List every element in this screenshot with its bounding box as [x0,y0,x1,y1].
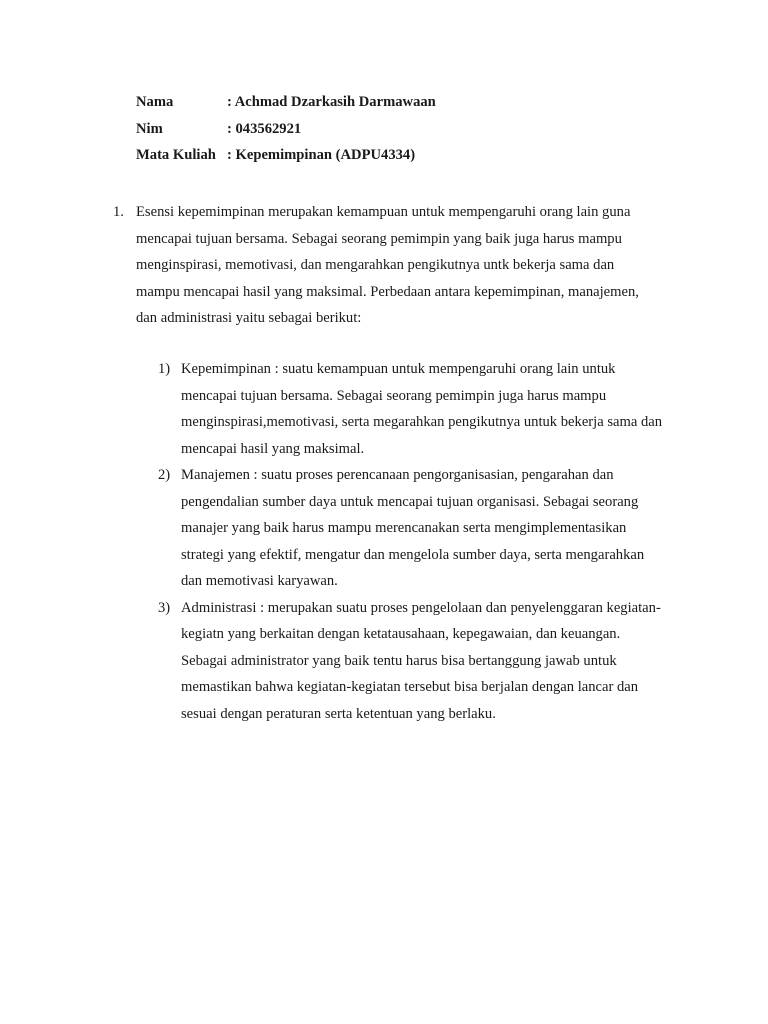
header-label: Nim [136,120,163,137]
header-value: : Kepemimpinan (ADPU4334) [227,147,416,163]
item-line: pengendalian sumber daya untuk mencapai tujuan organisasi. Sebagai seorang [181,493,639,510]
item-line: memastikan bahwa kegiatan-kegiatan tersebut bisa berjalan dengan lancar dan [181,679,639,695]
paragraph-line: dan administrasi yaitu sebagai berikut: [136,310,362,326]
item-number: 3) [158,599,171,616]
item-line: sesuai dengan peraturan serta ketentuan yang berlaku. [181,705,496,722]
item-line: Sebagai administrator yang baik tentu harus bisa bertanggung jawab untuk [181,652,617,669]
item-text [181,356,698,462]
item-line: menginspirasi,memotivasi, serta megarahkan pengikutnya untuk bekerja sama dan [181,414,663,430]
item-line: Administrasi : merupakan suatu proses pengelolaan dan penyelenggaran kegiatan- [181,599,661,616]
question-paragraph [136,199,676,332]
definition-list [158,356,698,727]
item-text [181,462,698,595]
header-label: Mata Kuliah [136,147,216,163]
item-line: mencapai hasil yang maksimal. [181,440,365,457]
paragraph-line: Esensi kepemimpinan merupakan kemampuan untuk mempengaruhi orang lain guna [136,204,631,220]
list-item [158,356,698,462]
list-item [158,462,698,595]
item-line: Manajemen : suatu proses perencanaan pengorganisasian, pengarahan dan [181,467,614,483]
item-line: mencapai tujuan bersama. Sebagai seorang pemimpin juga harus mampu [181,387,607,404]
item-line: kegiatn yang berkaitan dengan ketatausahaan, kepegawaian, dan keuangan. [181,626,621,642]
list-item [158,595,698,728]
item-number: 1) [158,361,171,377]
item-line: Kepemimpinan : suatu kemampuan untuk mempengaruhi orang lain untuk [181,361,616,377]
paragraph-line: mencapai tujuan bersama. Sebagai seorang pemimpin yang baik juga harus mampu [136,230,622,247]
item-number: 2) [158,467,171,483]
header-value: : 043562921 [227,120,302,137]
item-line: strategi yang efektif, mengatur dan mengelola sumber daya, serta mengarahkan [181,546,645,563]
header-value: : Achmad Dzarkasih Darmawaan [227,94,436,110]
item-line: manajer yang baik harus mampu merencanakan serta mengimplementasikan [181,520,627,536]
question-number: 1. [113,204,124,220]
header-label: Nama [136,94,174,110]
item-text [181,595,698,728]
paragraph-line: menginspirasi, memotivasi, dan mengarahkan pengikutnya untk bekerja sama dan [136,257,615,273]
paragraph-line: mampu mencapai hasil yang maksimal. Perbedaan antara kepemimpinan, manajemen, [136,283,639,300]
item-line: dan memotivasi karyawan. [181,573,338,589]
